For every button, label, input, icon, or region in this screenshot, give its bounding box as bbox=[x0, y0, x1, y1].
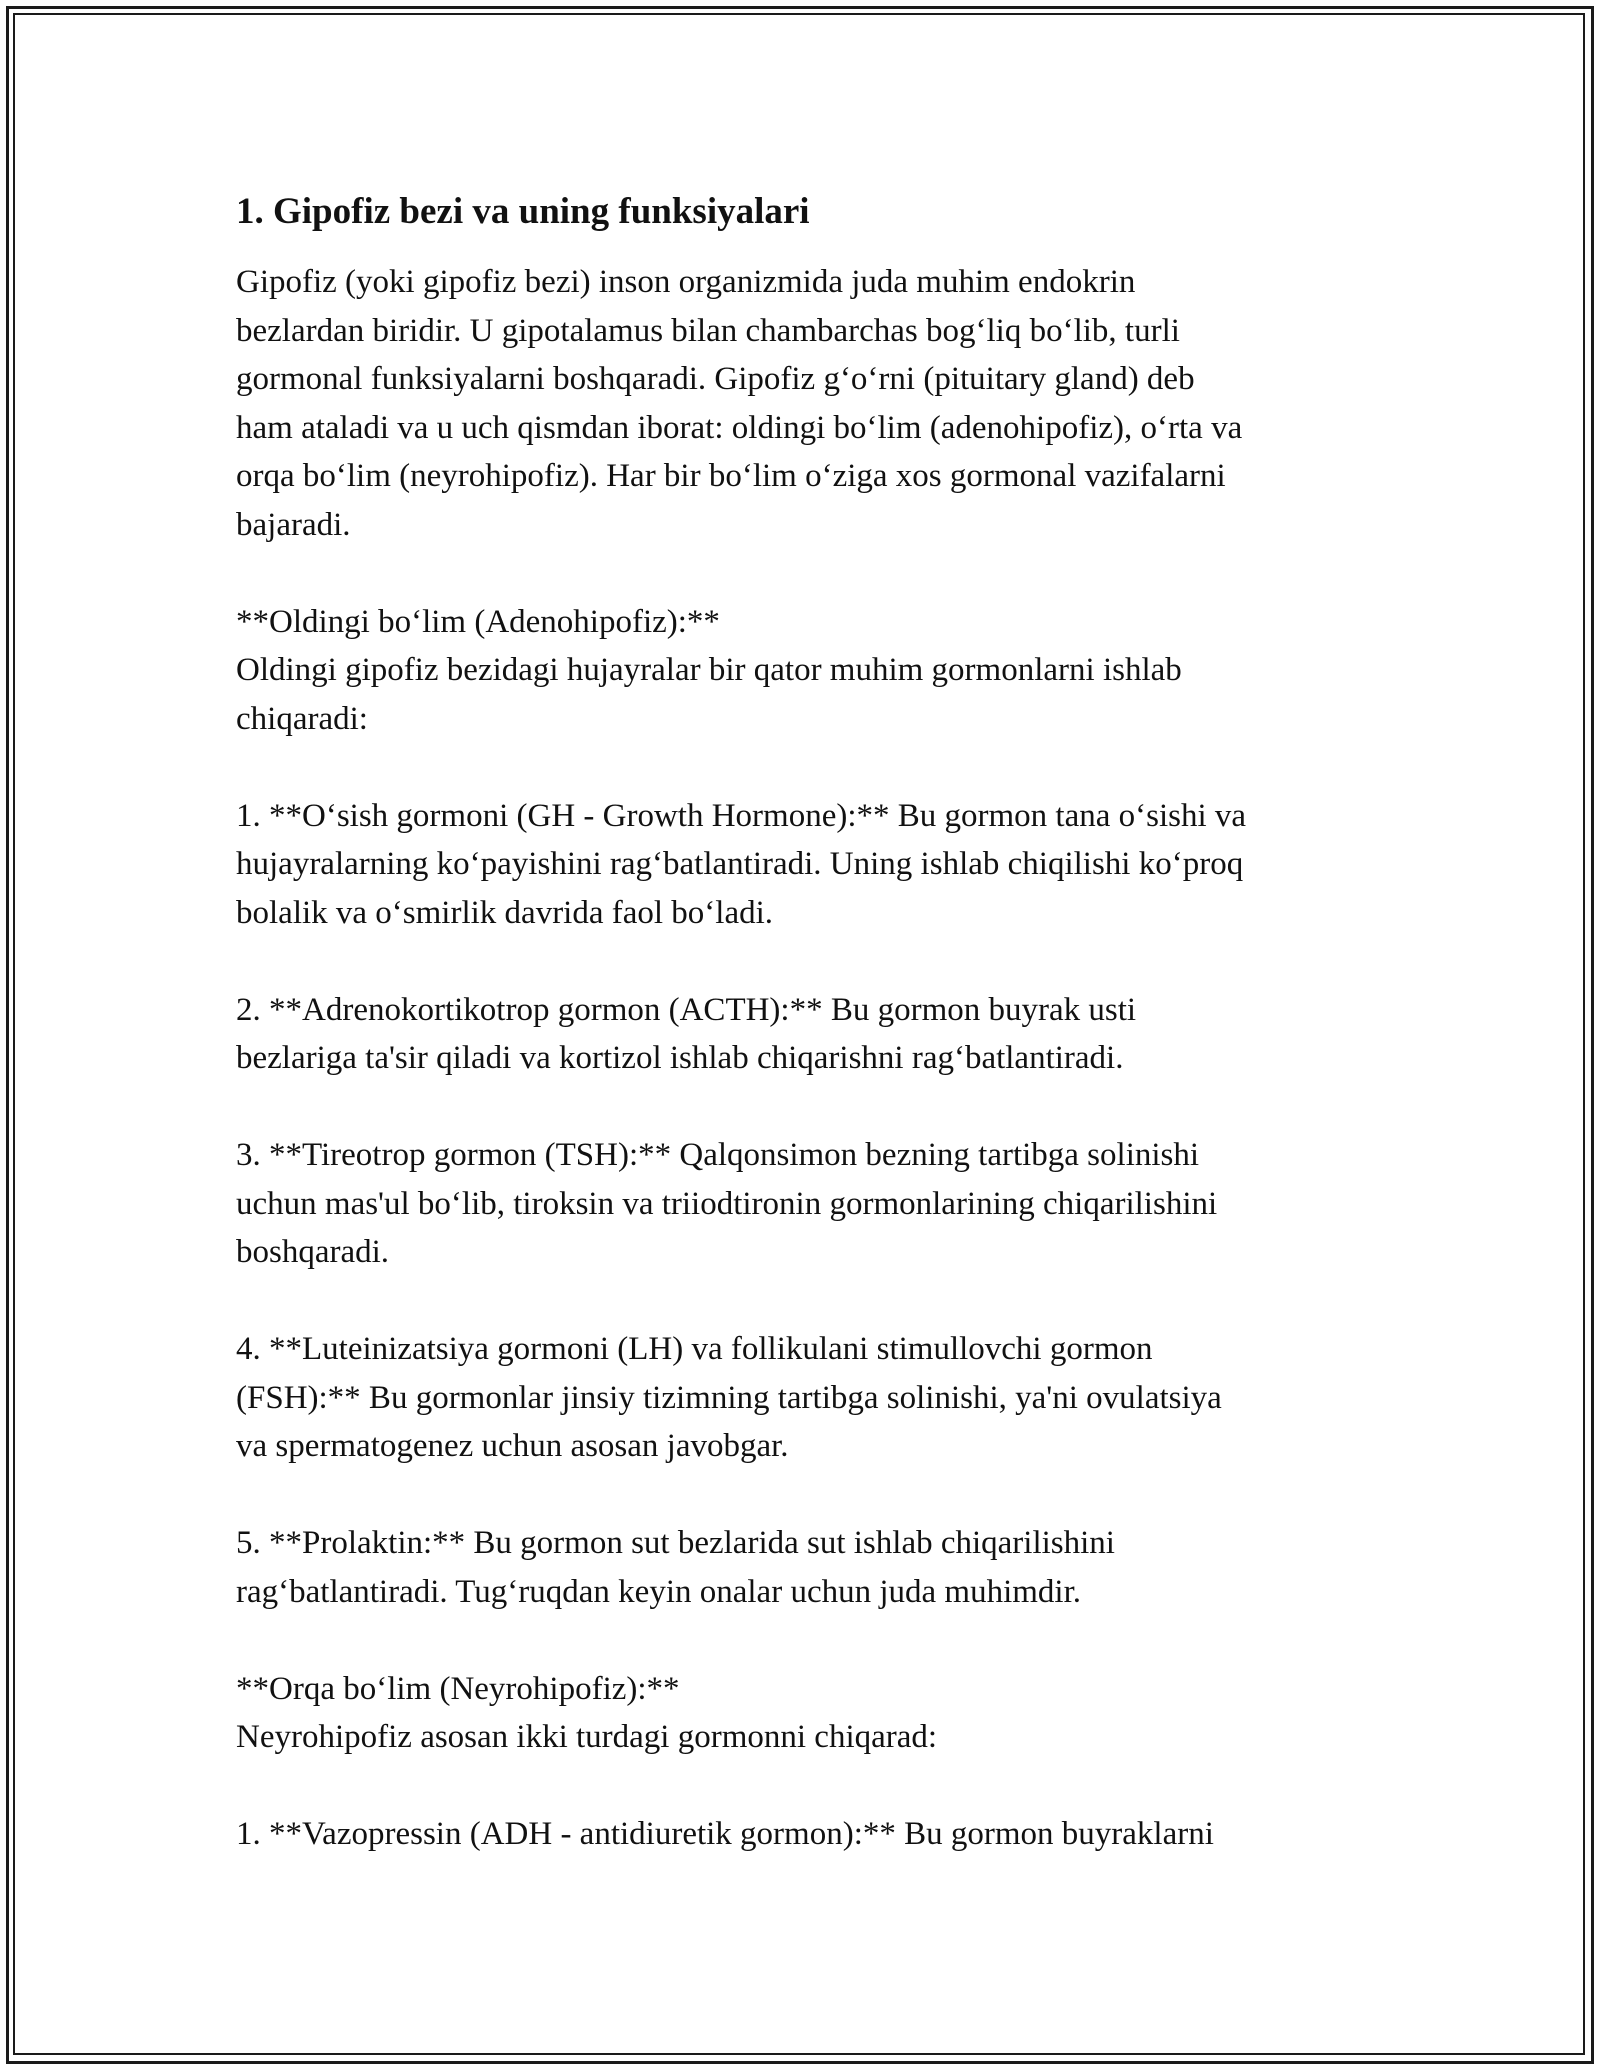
text-line: bezlariga ta'sir qiladi va kortizol ishlab chiqarishni ragʻbatlantiradi. bbox=[236, 1040, 1124, 1076]
text-line: 3. **Tireotrop gormon (TSH):** Qalqonsimon bezning tartibga solinishi bbox=[236, 1137, 1200, 1173]
blank-line bbox=[236, 1762, 1376, 1811]
text-line: bezlardan biridir. U gipotalamus bilan chambarchas bogʻliq boʻlib, turli bbox=[236, 312, 1180, 349]
text-line: ragʻbatlantiradi. Tugʻruqdan keyin onalar uchun juda muhimdir. bbox=[236, 1573, 1081, 1610]
text-line: 1. **Vazopressin (ADH - antidiuretik gormon):** Bu gormon buyraklarni bbox=[236, 1816, 1214, 1852]
text-line: gormonal funksiyalarni boshqaradi. Gipofiz gʻoʻrni (pituitary gland) deb bbox=[236, 361, 1195, 397]
text-line: chiqaradi: bbox=[236, 700, 368, 737]
document-body bbox=[236, 188, 1376, 1859]
text-line: **Orqa boʻlim (Neyrohipofiz):** bbox=[236, 1670, 680, 1707]
blank-line bbox=[236, 1083, 1376, 1132]
document-text bbox=[236, 258, 1376, 1859]
text-line: ham ataladi va u uch qismdan iborat: oldingi boʻlim (adenohipofiz), oʻrta va bbox=[236, 409, 1243, 446]
text-line: **Oldingi boʻlim (Adenohipofiz):** bbox=[236, 603, 720, 640]
blank-line bbox=[236, 549, 1376, 598]
text-line: 4. **Luteinizatsiya gormoni (LH) va follikulani stimullovchi gormon bbox=[236, 1331, 1153, 1367]
text-line: boshqaradi. bbox=[236, 1234, 390, 1270]
text-line: va spermatogenez uchun asosan javobgar. bbox=[236, 1428, 789, 1464]
text-line: hujayralarning koʻpayishini ragʻbatlantiradi. Uning ishlab chiqilishi koʻproq bbox=[236, 846, 1244, 882]
text-line: 5. **Prolaktin:** Bu gormon sut bezlarida sut ishlab chiqarilishini bbox=[236, 1525, 1115, 1561]
text-line: bajaradi. bbox=[236, 506, 351, 543]
blank-line bbox=[236, 937, 1376, 986]
text-line: bolalik va oʻsmirlik davrida faol boʻladi. bbox=[236, 894, 774, 931]
text-line: Oldingi gipofiz bezidagi hujayralar bir qator muhim gormonlarni ishlab bbox=[236, 652, 1182, 688]
blank-line bbox=[236, 1616, 1376, 1665]
text-line: Neyrohipofiz asosan ikki turdagi gormonni chiqarad: bbox=[236, 1719, 938, 1755]
text-line: Gipofiz (yoki gipofiz bezi) inson organizmida juda muhim endokrin bbox=[236, 264, 1136, 300]
blank-line bbox=[236, 1471, 1376, 1520]
blank-line bbox=[236, 743, 1376, 792]
document-heading: 1. Gipofiz bezi va uning funksiyalari bbox=[236, 191, 810, 232]
text-line: uchun mas'ul boʻlib, tiroksin va triiodtironin gormonlarining chiqarilishini bbox=[236, 1185, 1218, 1222]
blank-line bbox=[236, 1277, 1376, 1326]
text-line: (FSH):** Bu gormonlar jinsiy tizimning tartibga solinishi, ya'ni ovulatsiya bbox=[236, 1379, 1222, 1416]
text-line: 2. **Adrenokortikotrop gormon (ACTH):** Bu gormon buyrak usti bbox=[236, 991, 1137, 1028]
text-line: 1. **Oʻsish gormoni (GH - Growth Hormone):** Bu gormon tana oʻsishi va bbox=[236, 797, 1247, 834]
text-line: orqa boʻlim (neyrohipofiz). Har bir boʻlim oʻziga xos gormonal vazifalarni bbox=[236, 458, 1226, 494]
